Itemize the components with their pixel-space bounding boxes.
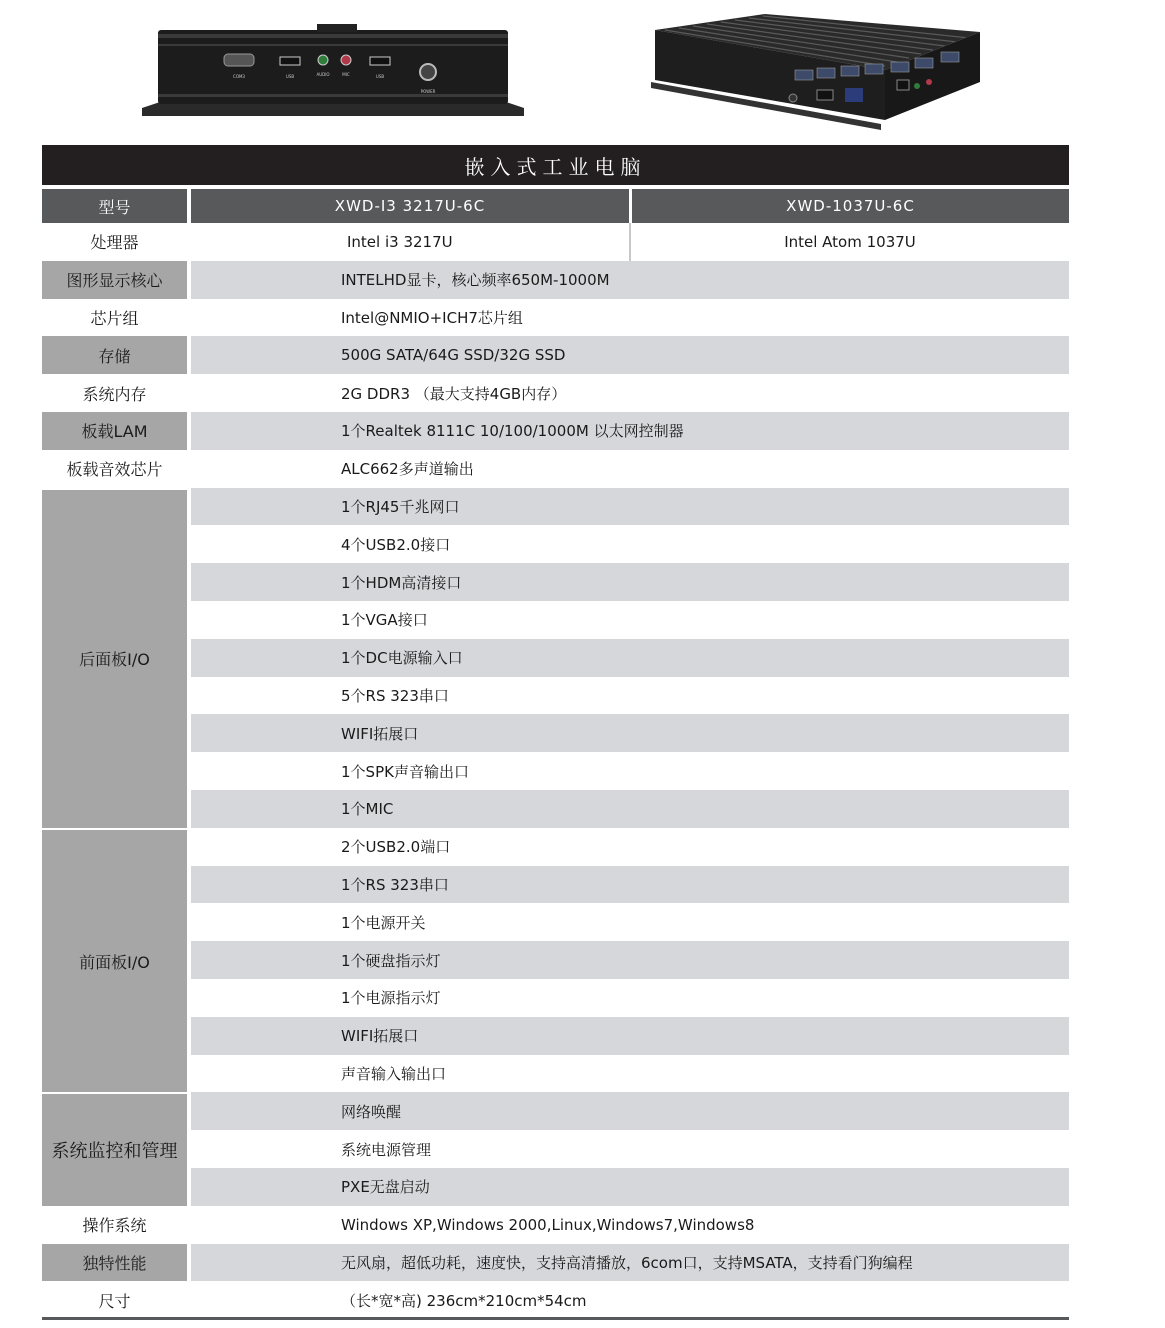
spec-row (42, 336, 1069, 374)
spec-value: INTELHD显卡，核心频率650M-1000M (191, 261, 1069, 299)
model-b: XWD-1037U-6C (632, 189, 1069, 223)
rear-io-item: 1个DC电源输入口 (191, 639, 1069, 677)
front-io-label: 前面板I/O (42, 828, 187, 1093)
spec-value: 500G SATA/64G SSD/32G SSD (191, 336, 1069, 374)
spec-label: 尺寸 (42, 1281, 187, 1319)
rear-io-label: 后面板I/O (42, 488, 187, 828)
spec-label: 独特性能 (42, 1244, 187, 1282)
power-label: POWER (420, 89, 436, 94)
spec-row (42, 261, 1069, 299)
spec-value: 2G DDR3 （最大支持4GB内存） (191, 374, 1069, 412)
cpu-model-b: Intel Atom 1037U (784, 232, 916, 251)
rear-io-item: 5个RS 323串口 (191, 677, 1069, 715)
spec-label: 板载音效芯片 (42, 450, 187, 488)
spec-row (42, 1244, 1069, 1282)
rear-io-item: 1个VGA接口 (191, 601, 1069, 639)
spec-value: 无风扇，超低功耗，速度快，支持高清播放，6com口，支持MSATA，支持看门狗编程 (191, 1244, 1069, 1282)
model-header-row (42, 189, 1069, 223)
front-io-group (42, 828, 1069, 1093)
audio-label: AUDIO (316, 72, 330, 77)
spec-row (42, 299, 1069, 337)
bottom-rule (42, 1317, 1069, 1320)
spec-label: 存储 (42, 336, 187, 374)
spec-row (42, 1281, 1069, 1319)
rear-io-item: 1个SPK声音输出口 (191, 752, 1069, 790)
spec-value: ALC662多声道输出 (191, 450, 1069, 488)
rear-io-item: 1个RJ45千兆网口 (191, 488, 1069, 526)
product-front-view-image (142, 20, 524, 124)
product-title-bar (42, 145, 1069, 185)
spec-label: 板载LAM (42, 412, 187, 450)
spec-value: Intel@NMIO+ICH7芯片组 (191, 299, 1069, 337)
front-io-item: 1个电源开关 (191, 903, 1069, 941)
front-io-item: WIFI拓展口 (191, 1017, 1069, 1055)
rear-io-group (42, 488, 1069, 828)
monitor-item: 网络唤醒 (191, 1092, 1069, 1130)
front-io-item: 声音输入输出口 (191, 1055, 1069, 1093)
front-io-item: 1个硬盘指示灯 (191, 941, 1069, 979)
spec-row (42, 450, 1069, 488)
front-io-item: 1个电源指示灯 (191, 979, 1069, 1017)
spec-row (42, 374, 1069, 412)
rear-io-item: 1个HDM高清接口 (191, 563, 1069, 601)
spec-value: （长*宽*高) 236cm*210cm*54cm (191, 1281, 1069, 1319)
spec-label: 系统内存 (42, 374, 187, 412)
monitor-group (42, 1092, 1069, 1205)
spec-label: 芯片组 (42, 299, 187, 337)
model-label: 型号 (42, 189, 187, 223)
com-label: COM3 (233, 74, 245, 79)
spec-label: 图形显示核心 (42, 261, 187, 299)
cpu-model-a: Intel i3 3217U (347, 232, 453, 251)
monitor-item: 系统电源管理 (191, 1130, 1069, 1168)
cpu-row (42, 223, 1069, 261)
front-io-item: 2个USB2.0端口 (191, 828, 1069, 866)
rear-io-item: 4个USB2.0接口 (191, 525, 1069, 563)
spec-value: 1个Realtek 8111C 10/100/1000M 以太网控制器 (191, 412, 1069, 450)
spec-label: 操作系统 (42, 1206, 187, 1244)
product-isometric-image (645, 10, 980, 136)
rear-io-item: WIFI拓展口 (191, 714, 1069, 752)
monitor-item: PXE无盘启动 (191, 1168, 1069, 1206)
usb-label-2: USB (375, 74, 385, 79)
mic-label: MIC (342, 72, 350, 77)
monitor-label: 系统监控和管理 (42, 1092, 187, 1205)
spec-value: Windows XP,Windows 2000,Linux,Windows7,Windows8 (191, 1206, 1069, 1244)
rear-io-item: 1个MIC (191, 790, 1069, 828)
spec-row (42, 1206, 1069, 1244)
spec-table (42, 189, 1069, 1319)
cpu-label: 处理器 (42, 223, 187, 261)
usb-label: USB (285, 74, 295, 79)
product-title: 嵌入式工业电脑 (464, 154, 647, 179)
spec-row (42, 412, 1069, 450)
model-a: XWD-I3 3217U-6C (191, 189, 629, 223)
front-io-item: 1个RS 323串口 (191, 866, 1069, 904)
